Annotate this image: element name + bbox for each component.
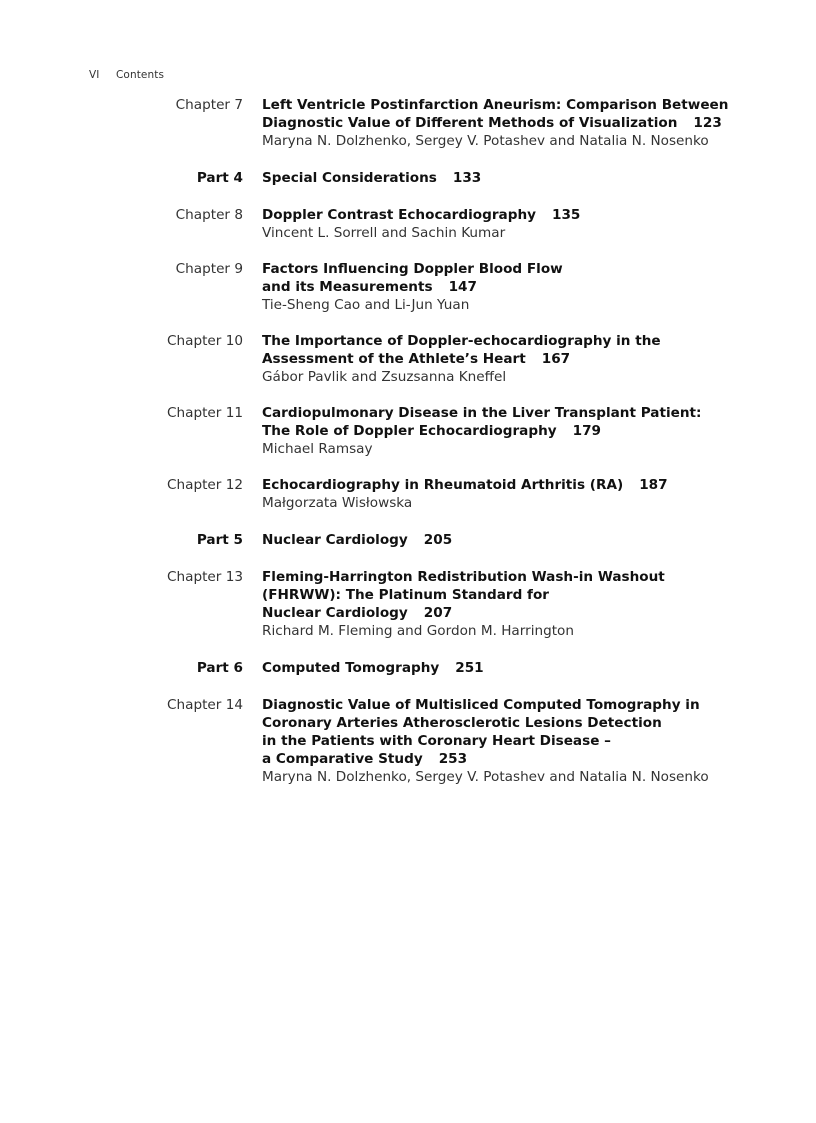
title-line: and its Measurements (262, 279, 433, 295)
page-number: 207 (423, 605, 453, 621)
section-title: Contents (116, 69, 165, 81)
toc-entry-chapter-8[interactable] (0, 206, 816, 242)
entry-title[interactable] (262, 96, 816, 132)
title-line: Cardiopulmonary Disease in the Liver Transplant Patient: (262, 405, 702, 421)
entry-title[interactable] (262, 476, 816, 494)
title-line: in the Patients with Coronary Heart Disease – (262, 733, 611, 749)
entry-label: Chapter 14 (167, 697, 243, 713)
entry-label: Part 6 (196, 660, 243, 676)
entry-label: Chapter 10 (167, 333, 243, 349)
entry-label: Chapter 13 (167, 569, 243, 585)
title-line: Assessment of the Athlete’s Heart (262, 351, 526, 367)
title-line: The Importance of Doppler-echocardiography in the (262, 333, 661, 349)
toc-entry-chapter-10[interactable] (0, 332, 816, 386)
title-line: (FHRWW): The Platinum Standard for (262, 587, 549, 603)
title-line: Diagnostic Value of Different Methods of Visualization (262, 115, 678, 131)
entry-authors: Michael Ramsay (262, 441, 373, 457)
title-line: Computed Tomography (262, 660, 440, 676)
running-head (89, 69, 164, 81)
entry-label: Chapter 7 (175, 97, 243, 113)
title-line: Special Considerations (262, 170, 437, 186)
toc-entry-chapter-13[interactable] (0, 568, 816, 640)
entry-authors: Tie-Sheng Cao and Li-Jun Yuan (262, 297, 470, 313)
entry-title[interactable] (262, 332, 816, 368)
page-number: 205 (423, 532, 453, 548)
title-line: Fleming-Harrington Redistribution Wash-in Washout (262, 569, 665, 585)
title-line: Coronary Arteries Atherosclerotic Lesions Detection (262, 715, 662, 731)
page-number: 253 (438, 751, 468, 767)
title-line: The Role of Doppler Echocardiography (262, 423, 557, 439)
title-line: Left Ventricle Postinfarction Aneurism: Comparison Between (262, 97, 729, 113)
page-number: 251 (455, 660, 484, 676)
title-line: Nuclear Cardiology (262, 532, 408, 548)
title-line: a Comparative Study (262, 751, 423, 767)
entry-label: Chapter 11 (167, 405, 243, 421)
entry-label: Chapter 12 (167, 477, 243, 493)
entry-title[interactable] (262, 404, 816, 440)
page-number: 167 (541, 351, 571, 367)
entry-label: Part 5 (196, 532, 243, 548)
entry-label: Chapter 8 (175, 207, 243, 223)
entry-label: Chapter 9 (175, 261, 243, 277)
title-line: Echocardiography in Rheumatoid Arthritis (RA) (262, 477, 624, 493)
entry-authors: Maryna N. Dolzhenko, Sergey V. Potashev and Natalia N. Nosenko (262, 133, 709, 149)
entry-authors: Vincent L. Sorrell and Sachin Kumar (262, 225, 506, 241)
entry-authors: Małgorzata Wisłowska (262, 495, 413, 511)
entry-title[interactable] (262, 568, 816, 622)
entry-title[interactable] (262, 659, 816, 677)
entry-authors: Richard M. Fleming and Gordon M. Harrington (262, 623, 574, 639)
entry-title[interactable] (262, 169, 816, 187)
toc-entry-chapter-12[interactable] (0, 476, 816, 512)
toc-entry-part-5[interactable] (0, 531, 816, 549)
page-number: 133 (452, 170, 482, 186)
title-line: Nuclear Cardiology (262, 605, 408, 621)
toc-entry-chapter-11[interactable] (0, 404, 816, 458)
page-number: 179 (572, 423, 601, 439)
title-line: Factors Influencing Doppler Blood Flow (262, 261, 563, 277)
entry-title[interactable] (262, 260, 816, 296)
toc-entry-part-4[interactable] (0, 169, 816, 187)
page-number: 135 (552, 207, 581, 223)
entry-authors: Gábor Pavlik and Zsuzsanna Kneffel (262, 369, 507, 385)
entry-title[interactable] (262, 696, 816, 768)
toc-entry-chapter-9[interactable] (0, 260, 816, 314)
toc-entry-part-6[interactable] (0, 659, 816, 677)
title-line: Diagnostic Value of Multisliced Computed Tomography in (262, 697, 700, 713)
entry-title[interactable] (262, 206, 816, 224)
page-number: 123 (693, 115, 722, 131)
page-number: 187 (639, 477, 668, 493)
entry-authors: Maryna N. Dolzhenko, Sergey V. Potashev and Natalia N. Nosenko (262, 769, 709, 785)
page-number: 147 (448, 279, 477, 295)
toc-entry-chapter-14[interactable] (0, 696, 816, 786)
entry-label: Part 4 (196, 170, 243, 186)
table-of-contents (0, 96, 816, 786)
page-number: VI (89, 69, 100, 81)
entry-title[interactable] (262, 531, 816, 549)
title-line: Doppler Contrast Echocardiography (262, 207, 536, 223)
toc-entry-chapter-7[interactable] (0, 96, 816, 150)
